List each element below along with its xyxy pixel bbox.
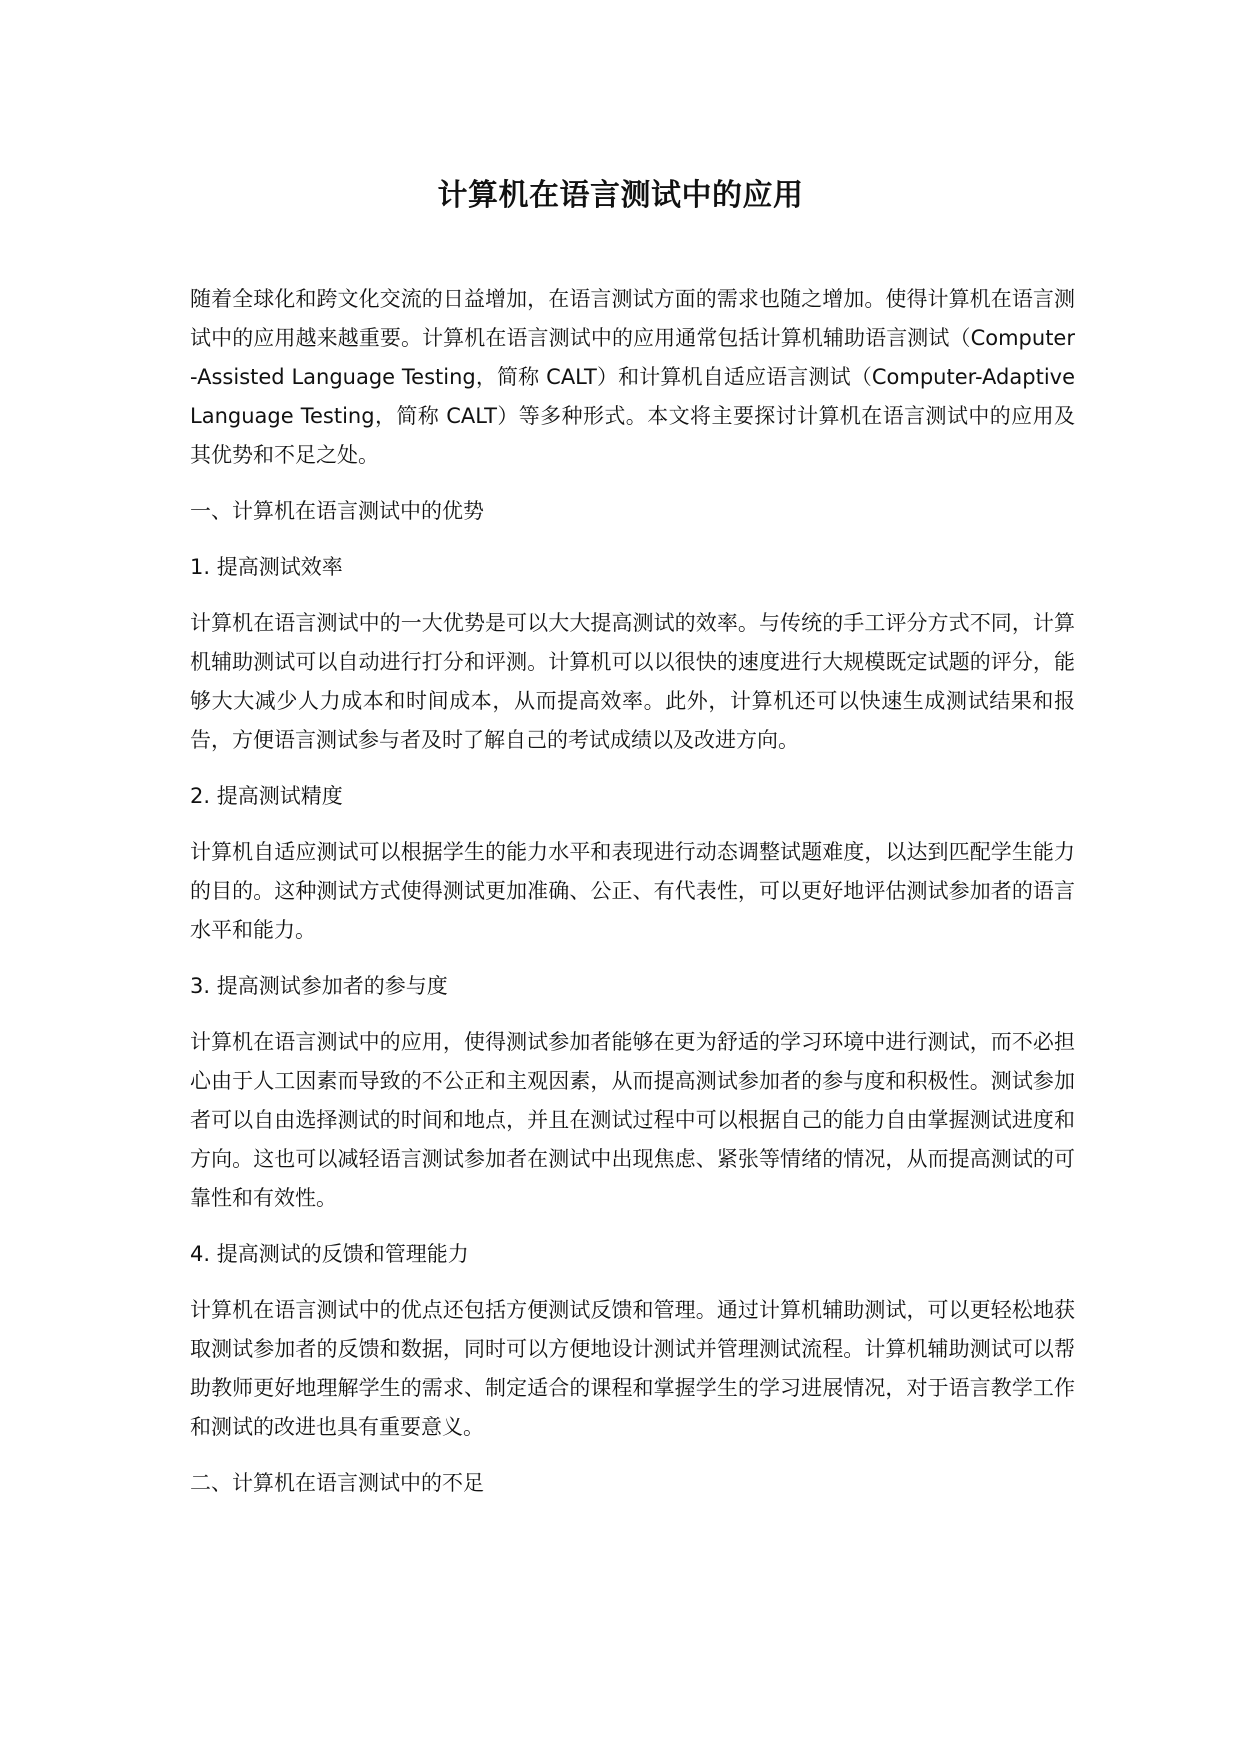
document-title: 计算机在语言测试中的应用: [437, 178, 804, 213]
subheading-feedback-management: 4. 提高测试的反馈和管理能力: [190, 1242, 469, 1266]
paragraph-feedback-management: 计算机在语言测试中的优点还包括方便测试反馈和管理。通过计算机辅助测试，可以更轻松地获取测试参加者的反馈和数据，同时可以方便地设计测试并管理测试流程。计算机辅助测试可以帮助教师更好地理解学生的需求、制定适合的课程和掌握学生的学习进展情况，对于语言教学工作和测试的改进也具有重要意义。: [190, 1298, 1075, 1439]
subheading-precision: 2. 提高测试精度: [190, 784, 343, 808]
paragraph-participation: 计算机在语言测试中的应用，使得测试参加者能够在更为舒适的学习环境中进行测试，而不必担心由于人工因素而导致的不公正和主观因素，从而提高测试参加者的参与度和积极性。测试参加者可以自由选择测试的时间和地点，并且在测试过程中可以根据自己的能力自由掌握测试进度和方向。这也可以减轻语言测试参加者在测试中出现焦虑、紧张等情绪的情况，从而提高测试的可靠性和有效性。: [190, 1030, 1075, 1210]
subheading-efficiency: 1. 提高测试效率: [190, 555, 343, 579]
paragraph-precision: 计算机自适应测试可以根据学生的能力水平和表现进行动态调整试题难度，以达到匹配学生能力的目的。这种测试方式使得测试更加准确、公正、有代表性，可以更好地评估测试参加者的语言水平和能力。: [190, 840, 1075, 942]
paragraph-efficiency: 计算机在语言测试中的一大优势是可以大大提高测试的效率。与传统的手工评分方式不同，计算机辅助测试可以自动进行打分和评测。计算机可以以很快的速度进行大规模既定试题的评分，能够大大减少人力成本和时间成本，从而提高效率。此外，计算机还可以快速生成测试结果和报告，方便语言测试参与者及时了解自己的考试成绩以及改进方向。: [190, 611, 1075, 752]
section-heading-advantages: 一、计算机在语言测试中的优势: [190, 499, 484, 523]
subheading-participation: 3. 提高测试参加者的参与度: [190, 974, 448, 998]
document-body: [190, 280, 1075, 1520]
section-heading-shortcomings: 二、计算机在语言测试中的不足: [190, 1471, 484, 1495]
intro-paragraph: 随着全球化和跨文化交流的日益增加，在语言测试方面的需求也随之增加。使得计算机在语言测试中的应用越来越重要。计算机在语言测试中的应用通常包括计算机辅助语言测试（Computer-Assisted Language Testing，简称 CALT）和计算机自适应语言测试（Computer-Adaptive Language Testing，简称 CALT）等多种形式。本文将主要探讨计算机在语言测试中的应用及其优势和不足之处。: [190, 287, 1075, 467]
